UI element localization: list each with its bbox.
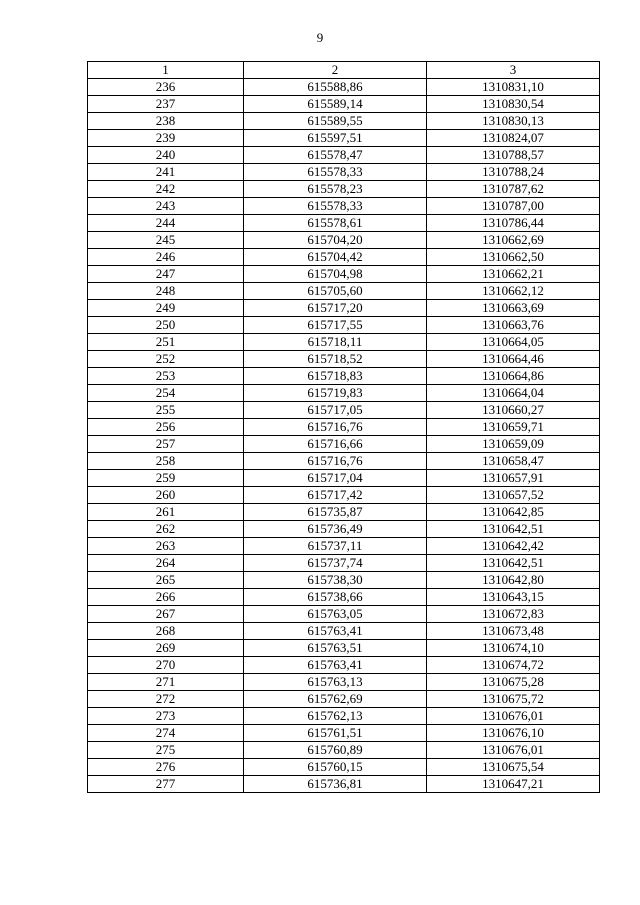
y-coordinate-cell: 1310642,42 (427, 538, 600, 555)
table-row (88, 351, 600, 368)
y-coordinate-cell: 1310660,27 (427, 402, 600, 419)
y-coordinate-cell: 1310643,15 (427, 589, 600, 606)
y-coordinate-cell: 1310657,91 (427, 470, 600, 487)
table-row (88, 453, 600, 470)
y-coordinate-cell: 1310659,09 (427, 436, 600, 453)
table-row (88, 470, 600, 487)
y-coordinate-cell: 1310824,07 (427, 130, 600, 147)
point-number-cell: 254 (88, 385, 244, 402)
y-coordinate-cell: 1310642,51 (427, 521, 600, 538)
y-coordinate-cell: 1310664,04 (427, 385, 600, 402)
table-row (88, 623, 600, 640)
y-coordinate-cell: 1310676,01 (427, 742, 600, 759)
table-row (88, 300, 600, 317)
point-number-cell: 272 (88, 691, 244, 708)
x-coordinate-cell: 615578,47 (244, 147, 427, 164)
table-row (88, 402, 600, 419)
x-coordinate-cell: 615763,41 (244, 623, 427, 640)
x-coordinate-cell: 615705,60 (244, 283, 427, 300)
x-coordinate-cell: 615738,30 (244, 572, 427, 589)
y-coordinate-cell: 1310788,24 (427, 164, 600, 181)
point-number-cell: 251 (88, 334, 244, 351)
table-header-row (88, 62, 600, 79)
point-number-cell: 258 (88, 453, 244, 470)
point-number-cell: 246 (88, 249, 244, 266)
point-number-cell: 264 (88, 555, 244, 572)
x-coordinate-cell: 615718,52 (244, 351, 427, 368)
x-coordinate-cell: 615718,83 (244, 368, 427, 385)
point-number-cell: 277 (88, 776, 244, 793)
table-row (88, 776, 600, 793)
x-coordinate-cell: 615762,69 (244, 691, 427, 708)
table-row (88, 266, 600, 283)
table-row (88, 368, 600, 385)
y-coordinate-cell: 1310786,44 (427, 215, 600, 232)
table-row (88, 334, 600, 351)
point-number-cell: 253 (88, 368, 244, 385)
point-number-cell: 242 (88, 181, 244, 198)
x-coordinate-cell: 615589,14 (244, 96, 427, 113)
table-row (88, 164, 600, 181)
point-number-cell: 236 (88, 79, 244, 96)
point-number-cell: 261 (88, 504, 244, 521)
y-coordinate-cell: 1310663,69 (427, 300, 600, 317)
y-coordinate-cell: 1310642,51 (427, 555, 600, 572)
x-coordinate-cell: 615578,33 (244, 164, 427, 181)
table-row (88, 589, 600, 606)
x-coordinate-cell: 615718,11 (244, 334, 427, 351)
y-coordinate-cell: 1310662,50 (427, 249, 600, 266)
table-row (88, 232, 600, 249)
x-coordinate-cell: 615716,76 (244, 419, 427, 436)
x-coordinate-cell: 615763,05 (244, 606, 427, 623)
y-coordinate-cell: 1310675,54 (427, 759, 600, 776)
point-number-cell: 257 (88, 436, 244, 453)
page-number: 9 (316, 30, 324, 45)
point-number-cell: 268 (88, 623, 244, 640)
point-number-cell: 249 (88, 300, 244, 317)
point-number-cell: 244 (88, 215, 244, 232)
x-coordinate-cell: 615578,33 (244, 198, 427, 215)
y-coordinate-cell: 1310658,47 (427, 453, 600, 470)
table-row (88, 759, 600, 776)
x-coordinate-cell: 615589,55 (244, 113, 427, 130)
table-row (88, 538, 600, 555)
y-coordinate-cell: 1310674,10 (427, 640, 600, 657)
x-coordinate-cell: 615717,20 (244, 300, 427, 317)
table-row (88, 742, 600, 759)
table-body (88, 79, 600, 793)
point-number-cell: 243 (88, 198, 244, 215)
point-number-cell: 255 (88, 402, 244, 419)
x-coordinate-cell: 615736,81 (244, 776, 427, 793)
table-row (88, 504, 600, 521)
y-coordinate-cell: 1310659,71 (427, 419, 600, 436)
y-coordinate-cell: 1310647,21 (427, 776, 600, 793)
point-number-cell: 269 (88, 640, 244, 657)
y-coordinate-cell: 1310662,69 (427, 232, 600, 249)
table-row (88, 606, 600, 623)
y-coordinate-cell: 1310830,54 (427, 96, 600, 113)
x-coordinate-cell: 615597,51 (244, 130, 427, 147)
x-coordinate-cell: 615717,04 (244, 470, 427, 487)
point-number-cell: 275 (88, 742, 244, 759)
column-header-1: 1 (88, 62, 244, 79)
table-row (88, 130, 600, 147)
x-coordinate-cell: 615578,23 (244, 181, 427, 198)
point-number-cell: 270 (88, 657, 244, 674)
x-coordinate-cell: 615763,51 (244, 640, 427, 657)
point-number-cell: 260 (88, 487, 244, 504)
point-number-cell: 248 (88, 283, 244, 300)
y-coordinate-cell: 1310664,86 (427, 368, 600, 385)
table-row (88, 215, 600, 232)
table-row (88, 521, 600, 538)
table-row (88, 640, 600, 657)
point-number-cell: 239 (88, 130, 244, 147)
point-number-cell: 250 (88, 317, 244, 334)
table-row (88, 487, 600, 504)
x-coordinate-cell: 615762,13 (244, 708, 427, 725)
x-coordinate-cell: 615738,66 (244, 589, 427, 606)
point-number-cell: 245 (88, 232, 244, 249)
y-coordinate-cell: 1310664,05 (427, 334, 600, 351)
y-coordinate-cell: 1310787,00 (427, 198, 600, 215)
y-coordinate-cell: 1310657,52 (427, 487, 600, 504)
point-number-cell: 262 (88, 521, 244, 538)
table-row (88, 79, 600, 96)
y-coordinate-cell: 1310664,46 (427, 351, 600, 368)
x-coordinate-cell: 615717,42 (244, 487, 427, 504)
table-row (88, 708, 600, 725)
y-coordinate-cell: 1310663,76 (427, 317, 600, 334)
x-coordinate-cell: 615717,55 (244, 317, 427, 334)
point-number-cell: 267 (88, 606, 244, 623)
table-row (88, 181, 600, 198)
y-coordinate-cell: 1310675,28 (427, 674, 600, 691)
point-number-cell: 266 (88, 589, 244, 606)
table-row (88, 555, 600, 572)
y-coordinate-cell: 1310675,72 (427, 691, 600, 708)
table-row (88, 657, 600, 674)
x-coordinate-cell: 615760,89 (244, 742, 427, 759)
point-number-cell: 259 (88, 470, 244, 487)
table-row (88, 419, 600, 436)
point-number-cell: 273 (88, 708, 244, 725)
column-header-2: 2 (244, 62, 427, 79)
y-coordinate-cell: 1310830,13 (427, 113, 600, 130)
point-number-cell: 263 (88, 538, 244, 555)
table-row (88, 147, 600, 164)
y-coordinate-cell: 1310831,10 (427, 79, 600, 96)
table-row (88, 385, 600, 402)
x-coordinate-cell: 615737,74 (244, 555, 427, 572)
x-coordinate-cell: 615719,83 (244, 385, 427, 402)
table-row (88, 725, 600, 742)
x-coordinate-cell: 615737,11 (244, 538, 427, 555)
y-coordinate-cell: 1310674,72 (427, 657, 600, 674)
x-coordinate-cell: 615735,87 (244, 504, 427, 521)
point-number-cell: 276 (88, 759, 244, 776)
x-coordinate-cell: 615760,15 (244, 759, 427, 776)
coordinates-table (87, 61, 600, 793)
point-number-cell: 256 (88, 419, 244, 436)
point-number-cell: 237 (88, 96, 244, 113)
x-coordinate-cell: 615578,61 (244, 215, 427, 232)
y-coordinate-cell: 1310788,57 (427, 147, 600, 164)
table-row (88, 317, 600, 334)
x-coordinate-cell: 615763,13 (244, 674, 427, 691)
table-row (88, 198, 600, 215)
point-number-cell: 240 (88, 147, 244, 164)
point-number-cell: 271 (88, 674, 244, 691)
y-coordinate-cell: 1310642,85 (427, 504, 600, 521)
x-coordinate-cell: 615716,66 (244, 436, 427, 453)
y-coordinate-cell: 1310673,48 (427, 623, 600, 640)
x-coordinate-cell: 615704,20 (244, 232, 427, 249)
y-coordinate-cell: 1310676,01 (427, 708, 600, 725)
x-coordinate-cell: 615704,42 (244, 249, 427, 266)
point-number-cell: 252 (88, 351, 244, 368)
x-coordinate-cell: 615717,05 (244, 402, 427, 419)
x-coordinate-cell: 615763,41 (244, 657, 427, 674)
point-number-cell: 247 (88, 266, 244, 283)
x-coordinate-cell: 615736,49 (244, 521, 427, 538)
table-row (88, 283, 600, 300)
x-coordinate-cell: 615716,76 (244, 453, 427, 470)
point-number-cell: 265 (88, 572, 244, 589)
x-coordinate-cell: 615704,98 (244, 266, 427, 283)
table-row (88, 96, 600, 113)
y-coordinate-cell: 1310676,10 (427, 725, 600, 742)
table-row (88, 572, 600, 589)
x-coordinate-cell: 615588,86 (244, 79, 427, 96)
y-coordinate-cell: 1310662,12 (427, 283, 600, 300)
point-number-cell: 238 (88, 113, 244, 130)
table-row (88, 691, 600, 708)
x-coordinate-cell: 615761,51 (244, 725, 427, 742)
table-row (88, 249, 600, 266)
table-row (88, 113, 600, 130)
y-coordinate-cell: 1310662,21 (427, 266, 600, 283)
point-number-cell: 241 (88, 164, 244, 181)
table-row (88, 674, 600, 691)
y-coordinate-cell: 1310787,62 (427, 181, 600, 198)
y-coordinate-cell: 1310672,83 (427, 606, 600, 623)
column-header-3: 3 (427, 62, 600, 79)
y-coordinate-cell: 1310642,80 (427, 572, 600, 589)
table-row (88, 436, 600, 453)
point-number-cell: 274 (88, 725, 244, 742)
